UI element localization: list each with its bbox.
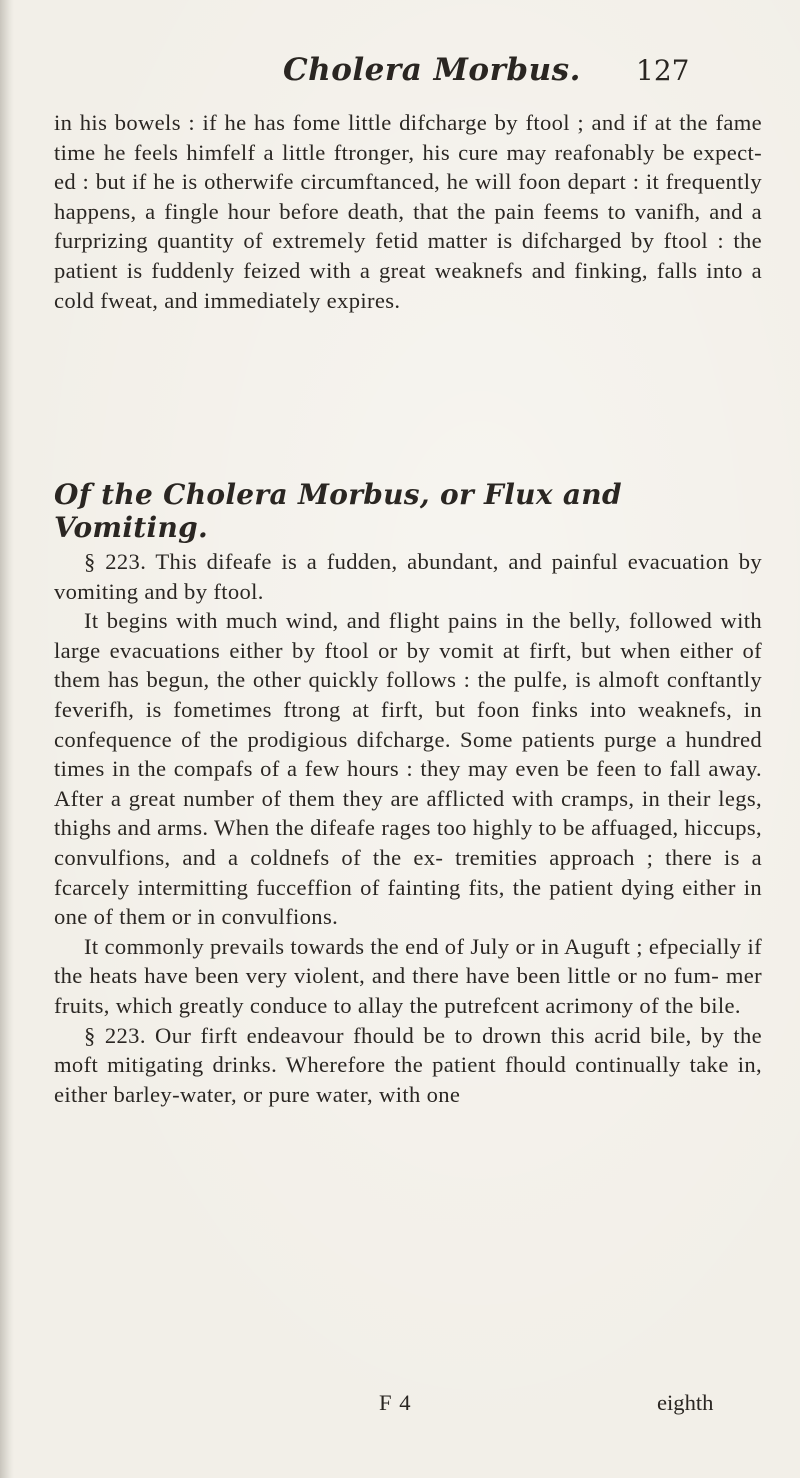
section-body: [54, 547, 762, 1109]
continuation-paragraph: in his bowels : if he has fome little difcharge by ftool ; and if at the fame time he feels himfelf a little ftronger, his cure may reafonably be expect- ed : but if he is otherwife circumftanced, he will foon depart : it frequently happens, a fingle hour before death, that the pain feems to vanifh, and a furprizing quantity of extremely fetid matter is difcharged by ftool : the patient is fuddenly feized with a great weaknefs and finking, falls into a cold fweat, and immediately expires.: [54, 110, 762, 313]
running-title: Cholera Morbus.: [283, 52, 581, 88]
continuation-text: [54, 108, 762, 315]
page-footer: [0, 1390, 800, 1430]
catchword: eighth: [657, 1390, 714, 1415]
signature-mark: F 4: [379, 1390, 412, 1415]
paragraph-223-treatment: § 223. Our firft endeavour fhould be to drown this acrid bile, by the moft mitigating drinks. Wherefore the patient fhould continually take in, either barley-water, or pure water, with one: [54, 1022, 762, 1107]
page-gutter-shadow: [0, 0, 14, 1478]
page-number: 127: [636, 54, 690, 87]
section-heading: Of the Cholera Morbus, or Flux and Vomiting.: [54, 478, 622, 544]
paragraph-symptoms: It begins with much wind, and flight pains in the belly, followed with large evacuations either by ftool or by vomit at firft, but when either of them has begun, the other quickly follows : the pulfe, is almoft conftantly feverifh, is fometimes ftrong at firft, but foon finks into weaknefs, in confequence of the prodigious difcharge. Some patients purge a hundred times in the compafs of a few hours : they may even be feen to fall away. After a great number of them they are afflicted with cramps, in their legs, thighs and arms. When the difeafe rages too highly to be affuaged, hiccups, convulfions, and a coldnefs of the ex- tremities approach ; there is a fcarcely intermitting fucceffion of fainting fits, the patient dying either in one of them or in convulfions.: [54, 608, 762, 930]
paragraph-season: It commonly prevails towards the end of July or in Auguft ; efpecially if the heats have been very violent, and there have been little or no fum- mer fruits, which greatly conduce to allay the putrefcent acrimony of the bile.: [54, 933, 762, 1018]
paragraph-223-definition: § 223. This difeafe is a fudden, abundant, and painful evacuation by vomiting and by ftool.: [54, 549, 762, 604]
page-header: [0, 52, 800, 102]
